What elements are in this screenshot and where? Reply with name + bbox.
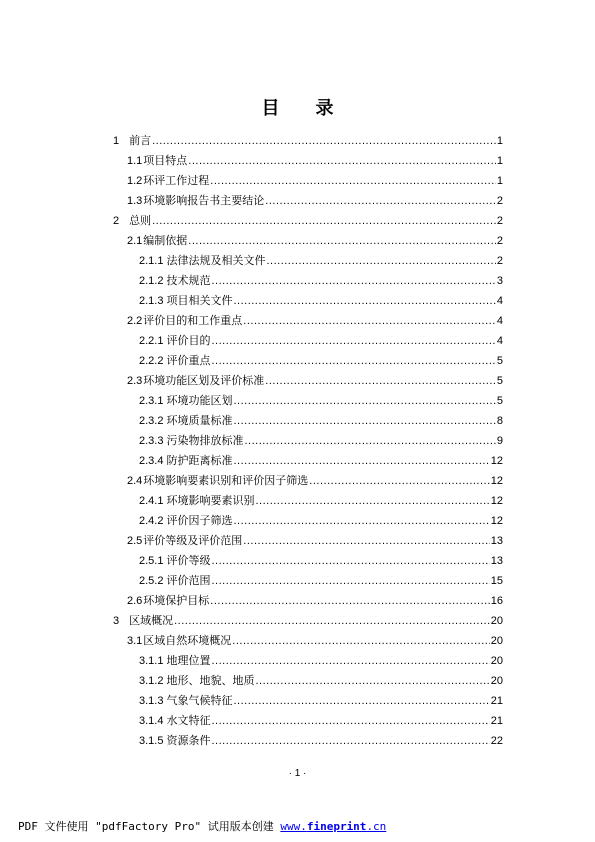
toc-entry-label: [127, 631, 231, 651]
toc-entry-text: 环境功能区划: [166, 394, 233, 407]
toc-entry[interactable]: [113, 131, 503, 151]
toc-entry-number: 2.3.1: [139, 395, 164, 407]
toc-leader-dots: [211, 551, 489, 571]
toc-entry-page: 1: [496, 135, 503, 147]
toc-entry-number: 2.5: [127, 535, 143, 547]
toc-entry-page: 20: [490, 655, 503, 667]
toc-entry-text: 评价等级: [166, 554, 211, 567]
toc-entry-text: 环境影响报告书主要结论: [143, 194, 265, 207]
toc-entry[interactable]: [139, 551, 503, 571]
toc-entry-number: 2.4.1: [139, 495, 164, 507]
toc-entry[interactable]: [127, 631, 503, 651]
toc-leader-dots: [211, 331, 495, 351]
toc-entry-page: 22: [490, 735, 503, 747]
toc-entry-page: 9: [496, 435, 503, 447]
toc-entry-label: [139, 511, 232, 531]
toc-entry-text: 评价范围: [166, 574, 211, 587]
toc-leader-dots: [265, 191, 496, 211]
toc-entry[interactable]: [127, 231, 503, 251]
toc-leader-dots: [211, 351, 495, 371]
toc-entry-number: 2.5.1: [139, 555, 164, 567]
toc-entry-number: 2.3: [127, 375, 143, 387]
toc-entry-number: 3.1.2: [139, 675, 164, 687]
toc-leader-dots: [265, 371, 496, 391]
toc-leader-dots: [232, 631, 489, 651]
toc-entry-page: 12: [490, 475, 503, 487]
toc-leader-dots: [243, 311, 496, 331]
toc-entry-number: 3.1.3: [139, 695, 164, 707]
toc-leader-dots: [309, 471, 489, 491]
toc-entry[interactable]: [139, 271, 503, 291]
toc-entry[interactable]: [139, 491, 503, 511]
toc-leader-dots: [244, 431, 495, 451]
toc-entry[interactable]: [139, 651, 503, 671]
toc-title: [0, 94, 595, 120]
toc-entry-text: 评价目的: [166, 334, 211, 347]
toc-entry-page: 1: [496, 175, 503, 187]
toc-entry-text: 地理位置: [166, 654, 211, 667]
toc-entry-number: 2.2.2: [139, 355, 164, 367]
toc-leader-dots: [211, 271, 495, 291]
toc-entry-text: 法律法规及相关文件: [166, 254, 266, 267]
toc-entry-text: 评价重点: [166, 354, 211, 367]
toc-leader-dots: [255, 671, 489, 691]
toc-entry-label: [127, 471, 308, 491]
toc-entry-number: 2.4.2: [139, 515, 164, 527]
toc-leader-dots: [152, 131, 496, 151]
toc-entry-number: 1.1: [127, 155, 143, 167]
toc-entry[interactable]: [127, 311, 503, 331]
toc-entry-text: 环境影响要素识别和评价因子筛选: [143, 474, 309, 487]
toc-entry-page: 13: [490, 535, 503, 547]
toc-entry[interactable]: [139, 671, 503, 691]
toc-entry-text: 环境影响要素识别: [166, 494, 255, 507]
toc-entry-text: 编制依据: [143, 234, 188, 247]
toc-entry-number: 1.2: [127, 175, 143, 187]
toc-entry-number: 3.1.4: [139, 715, 164, 727]
toc-leader-dots: [233, 691, 489, 711]
toc-entry-label: [127, 371, 264, 391]
toc-entry-page: 21: [490, 695, 503, 707]
toc-entry-page: 5: [496, 355, 503, 367]
toc-entry-page: 2: [496, 235, 503, 247]
toc-entry-number: 3.1: [127, 635, 143, 647]
toc-leader-dots: [266, 251, 495, 271]
toc-entry[interactable]: [139, 291, 503, 311]
toc-leader-dots: [211, 651, 489, 671]
toc-entry-page: 1: [496, 155, 503, 167]
toc-leader-dots: [174, 611, 490, 631]
toc-entry[interactable]: [127, 371, 503, 391]
toc-entry-text: 气象气候特征: [166, 694, 233, 707]
toc-entry[interactable]: [139, 411, 503, 431]
toc-entry-page: 2: [496, 195, 503, 207]
toc-entry[interactable]: [139, 571, 503, 591]
toc-entry-number: 2.2: [127, 315, 143, 327]
toc-entry-label: [113, 131, 151, 151]
toc-entry[interactable]: [127, 471, 503, 491]
toc-entry-label: [139, 491, 254, 511]
toc-entry-label: [139, 451, 232, 471]
toc-leader-dots: [211, 571, 489, 591]
toc-entry-text: 项目相关文件: [166, 294, 233, 307]
toc-entry[interactable]: [139, 431, 503, 451]
toc-entry-label: [139, 271, 210, 291]
toc-title-left: 目: [261, 98, 280, 119]
toc-entry-label: [113, 211, 151, 231]
toc-entry-text: 环境保护目标: [143, 594, 210, 607]
toc-entry-text: 污染物排放标准: [166, 434, 244, 447]
toc-entry[interactable]: [139, 691, 503, 711]
toc-entry-page: 8: [496, 415, 503, 427]
toc-entry-page: 4: [496, 295, 503, 307]
toc-leader-dots: [255, 491, 489, 511]
toc-entry[interactable]: [127, 191, 503, 211]
toc-entry-page: 4: [496, 315, 503, 327]
toc-entry-label: [127, 171, 209, 191]
toc-entry-page: 20: [490, 635, 503, 647]
toc-leader-dots: [211, 731, 489, 751]
toc-entry[interactable]: [139, 731, 503, 751]
toc-entry-page: 13: [490, 555, 503, 567]
toc-entry-label: [127, 151, 187, 171]
toc-entry[interactable]: [139, 711, 503, 731]
toc-entry-text: 评价等级及评价范围: [143, 534, 243, 547]
toc-entry-number: 2.1: [127, 235, 143, 247]
toc-entry-number: 1.3: [127, 195, 143, 207]
toc-leader-dots: [233, 451, 489, 471]
toc-entry-page: 20: [490, 675, 503, 687]
toc-leader-dots: [211, 711, 489, 731]
toc-entry-number: 2.4: [127, 475, 143, 487]
toc-entry-page: 3: [496, 275, 503, 287]
toc-entry-text: 项目特点: [143, 154, 188, 167]
toc-entry-page: 21: [490, 715, 503, 727]
toc-entry-page: 12: [490, 515, 503, 527]
toc-entry-label: [139, 331, 210, 351]
toc-entry-page: 2: [496, 215, 503, 227]
toc-entry-number: 2.1.3: [139, 295, 164, 307]
toc-entry[interactable]: [139, 351, 503, 371]
toc-entry-label: [139, 651, 210, 671]
toc-leader-dots: [210, 171, 496, 191]
toc-entry-label: [139, 251, 265, 271]
toc-entry-text: 区域自然环境概况: [143, 634, 232, 647]
page-number: · 1 ·: [288, 768, 307, 779]
toc-entry[interactable]: [139, 331, 503, 351]
toc-entry-label: [139, 571, 210, 591]
toc-title-right: 录: [315, 98, 334, 119]
toc-entry-label: [139, 431, 243, 451]
toc-entry-label: [127, 591, 209, 611]
toc-leader-dots: [188, 231, 496, 251]
toc-entry[interactable]: [127, 591, 503, 611]
toc-leader-dots: [233, 391, 495, 411]
toc-entry-number: 2.2.1: [139, 335, 164, 347]
toc-entry-number: 2.6: [127, 595, 143, 607]
toc-entry-page: 12: [490, 495, 503, 507]
toc-leader-dots: [233, 511, 489, 531]
toc-entry-page: 16: [490, 595, 503, 607]
toc-entry-label: [139, 351, 210, 371]
toc-entry-text: 环境功能区划及评价标准: [143, 374, 265, 387]
toc-entry-page: 5: [496, 395, 503, 407]
toc-entry-number: 2.3.3: [139, 435, 164, 447]
toc-entry-label: [127, 311, 242, 331]
toc-entry[interactable]: [139, 451, 503, 471]
toc-entry-label: [139, 391, 232, 411]
toc-entry-number: 2.1.1: [139, 255, 164, 267]
toc-entry-number: 2.1.2: [139, 275, 164, 287]
footer-text: PDF 文件使用 "pdfFactory Pro" 试用版本创建: [18, 820, 281, 833]
toc-entry-label: [139, 731, 210, 751]
toc-entry-text: 技术规范: [166, 274, 211, 287]
toc-entry-label: [139, 671, 254, 691]
toc-entry[interactable]: [139, 511, 503, 531]
toc-entry-label: [113, 611, 173, 631]
toc-entry-text: 评价因子筛选: [166, 514, 233, 527]
toc-leader-dots: [152, 211, 496, 231]
toc-entry-page: 5: [496, 375, 503, 387]
toc-entry-text: 资源条件: [166, 734, 211, 747]
toc-entry-page: 20: [490, 615, 503, 627]
toc-entry-label: [139, 411, 232, 431]
toc-entry-text: 环境质量标准: [166, 414, 233, 427]
toc-entry-text: 总则: [129, 214, 152, 227]
toc-entry[interactable]: [127, 171, 503, 191]
toc-entry-label: [139, 711, 210, 731]
toc-entry-number: 2.5.2: [139, 575, 164, 587]
toc-entry-page: 2: [496, 255, 503, 267]
fineprint-link[interactable]: www.fineprint.cn: [280, 820, 387, 833]
toc-entry[interactable]: [139, 251, 503, 271]
toc-entry-label: [139, 691, 232, 711]
toc-leader-dots: [233, 411, 495, 431]
toc-entry-text: 区域概况: [129, 614, 174, 627]
toc-entry[interactable]: [127, 531, 503, 551]
toc-entry[interactable]: [113, 611, 503, 631]
toc-entry-label: [139, 551, 210, 571]
toc-entry-number: 3.1.5: [139, 735, 164, 747]
toc-leader-dots: [233, 291, 495, 311]
toc-leader-dots: [243, 531, 489, 551]
toc-leader-dots: [210, 591, 489, 611]
toc-entry-page: 4: [496, 335, 503, 347]
toc-entry-text: 评价目的和工作重点: [143, 314, 243, 327]
toc-entry-text: 水文特征: [166, 714, 211, 727]
toc-entry[interactable]: [127, 151, 503, 171]
toc-entry-page: 15: [490, 575, 503, 587]
toc-leader-dots: [188, 151, 496, 171]
toc-entry-number: 1: [113, 135, 120, 147]
toc-entry-number: 2.3.2: [139, 415, 164, 427]
toc-entry-number: 2.3.4: [139, 455, 164, 467]
pdf-footer: [18, 818, 386, 834]
toc-entry-label: [127, 231, 187, 251]
toc-entry[interactable]: [113, 211, 503, 231]
toc-entry-text: 防护距离标准: [166, 454, 233, 467]
toc-entry-label: [127, 191, 264, 211]
toc-entry[interactable]: [139, 391, 503, 411]
toc-entry-text: 地形、地貌、地质: [166, 674, 255, 687]
toc-entry-text: 环评工作过程: [143, 174, 210, 187]
toc-entry-label: [127, 531, 242, 551]
toc-entry-number: 3: [113, 615, 120, 627]
toc-entry-label: [139, 291, 232, 311]
toc-entry-page: 12: [490, 455, 503, 467]
toc-entry-number: 3.1.1: [139, 655, 164, 667]
toc-entry-number: 2: [113, 215, 120, 227]
toc-entry-text: 前言: [129, 134, 152, 147]
